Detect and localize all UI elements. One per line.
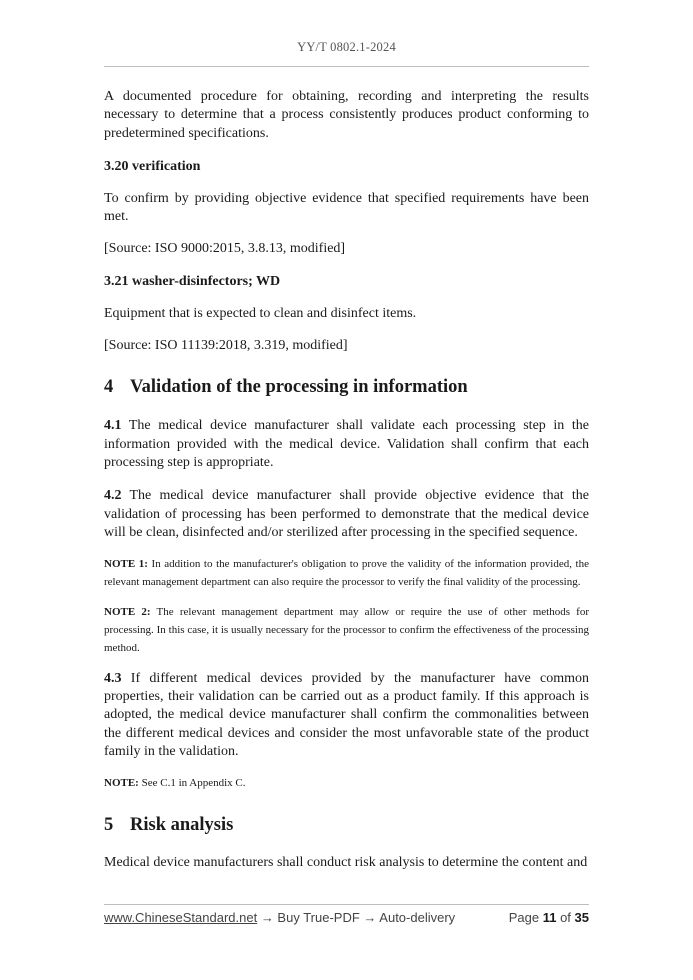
note-2-text: The relevant management department may allow or require the use of other methods for processing. In this case, it is usually necessary for the processor to confirm the effectiveness of the processing method. xyxy=(104,605,590,655)
clause-4-3-text: If different medical devices provided by the manufacturer have common properties, their validation can be carried out as a product family. If this approach is adopted, the medical device manufacturer shall confirm the commonalities between the different medical devices and consider the most unfavorable state of the product family in the validation. xyxy=(104,670,589,759)
of-word: of xyxy=(560,910,571,925)
current-page: 11 xyxy=(542,910,557,925)
section-4-title: Validation of the processing in information xyxy=(130,377,468,398)
page-body xyxy=(104,88,589,873)
total-pages: 35 xyxy=(574,910,589,925)
note-2-label: NOTE 2: xyxy=(104,605,151,618)
clause-4-2-text: The medical device manufacturer shall provide objective evidence that the validation of processing has been performed to demonstrate that the medical device will be clean, disinfected and/or sterilized after processing in the specified sequence. xyxy=(104,488,589,540)
source-3-21: [Source: ISO 11139:2018, 3.319, modified] xyxy=(104,338,348,354)
section-5-heading xyxy=(104,813,589,837)
term-3-21-heading: 3.21 washer-disinfectors; WD xyxy=(104,273,281,289)
note-3-text: See C.1 in Appendix C. xyxy=(138,777,246,790)
note-2 xyxy=(104,603,589,658)
validation-definition: A documented procedure for obtaining, recording and interpreting the results necessary to determine that a process consistently produces product conforming to predetermined specifications. xyxy=(104,89,589,141)
section-4-number: 4 xyxy=(104,377,114,398)
site-link[interactable]: www.ChineseStandard.net xyxy=(104,910,258,925)
note-1-label: NOTE 1: xyxy=(104,558,148,571)
section-5-title: Risk analysis xyxy=(130,815,234,836)
section-4-heading xyxy=(104,375,589,399)
page-indicator xyxy=(509,910,589,925)
note-1 xyxy=(104,555,589,592)
source-3-20: [Source: ISO 9000:2015, 3.8.13, modified] xyxy=(104,241,346,257)
clause-4-1-text: The medical device manufacturer shall validate each processing step in the information provided with the medical device. Validation shall confirm that each processing step is appropriate. xyxy=(104,418,589,470)
risk-analysis-paragraph: Medical device manufacturers shall conduct risk analysis to determine the content and xyxy=(104,855,588,871)
footer-links xyxy=(104,910,455,925)
washer-disinfector-definition: Equipment that is expected to clean and disinfect items. xyxy=(104,305,417,321)
clause-4-1 xyxy=(104,417,589,472)
note-3-label: NOTE: xyxy=(104,777,139,790)
page-word: Page xyxy=(508,910,540,925)
clause-4-2-number: 4.2 xyxy=(104,488,122,504)
footer-rule xyxy=(104,904,589,905)
clause-4-3 xyxy=(104,670,589,761)
clause-4-3-number: 4.3 xyxy=(104,670,122,686)
clause-4-2 xyxy=(104,487,589,542)
header-rule xyxy=(104,66,589,67)
term-3-20-heading: 3.20 verification xyxy=(104,158,201,174)
standard-number-header: YY/T 0802.1-2024 xyxy=(297,40,396,54)
note-3 xyxy=(104,774,589,792)
purchase-links[interactable]: → Buy True-PDF → Auto-delivery xyxy=(257,910,456,925)
note-1-text: In addition to the manufacturer's obligation to prove the validity of the information provided, the relevant management department can also require the processor to verify the final validity of the processing. xyxy=(104,558,589,589)
clause-4-1-number: 4.1 xyxy=(104,418,122,434)
section-5-number: 5 xyxy=(104,815,114,836)
verification-definition: To confirm by providing objective evidence that specified requirements have been met. xyxy=(104,190,589,225)
